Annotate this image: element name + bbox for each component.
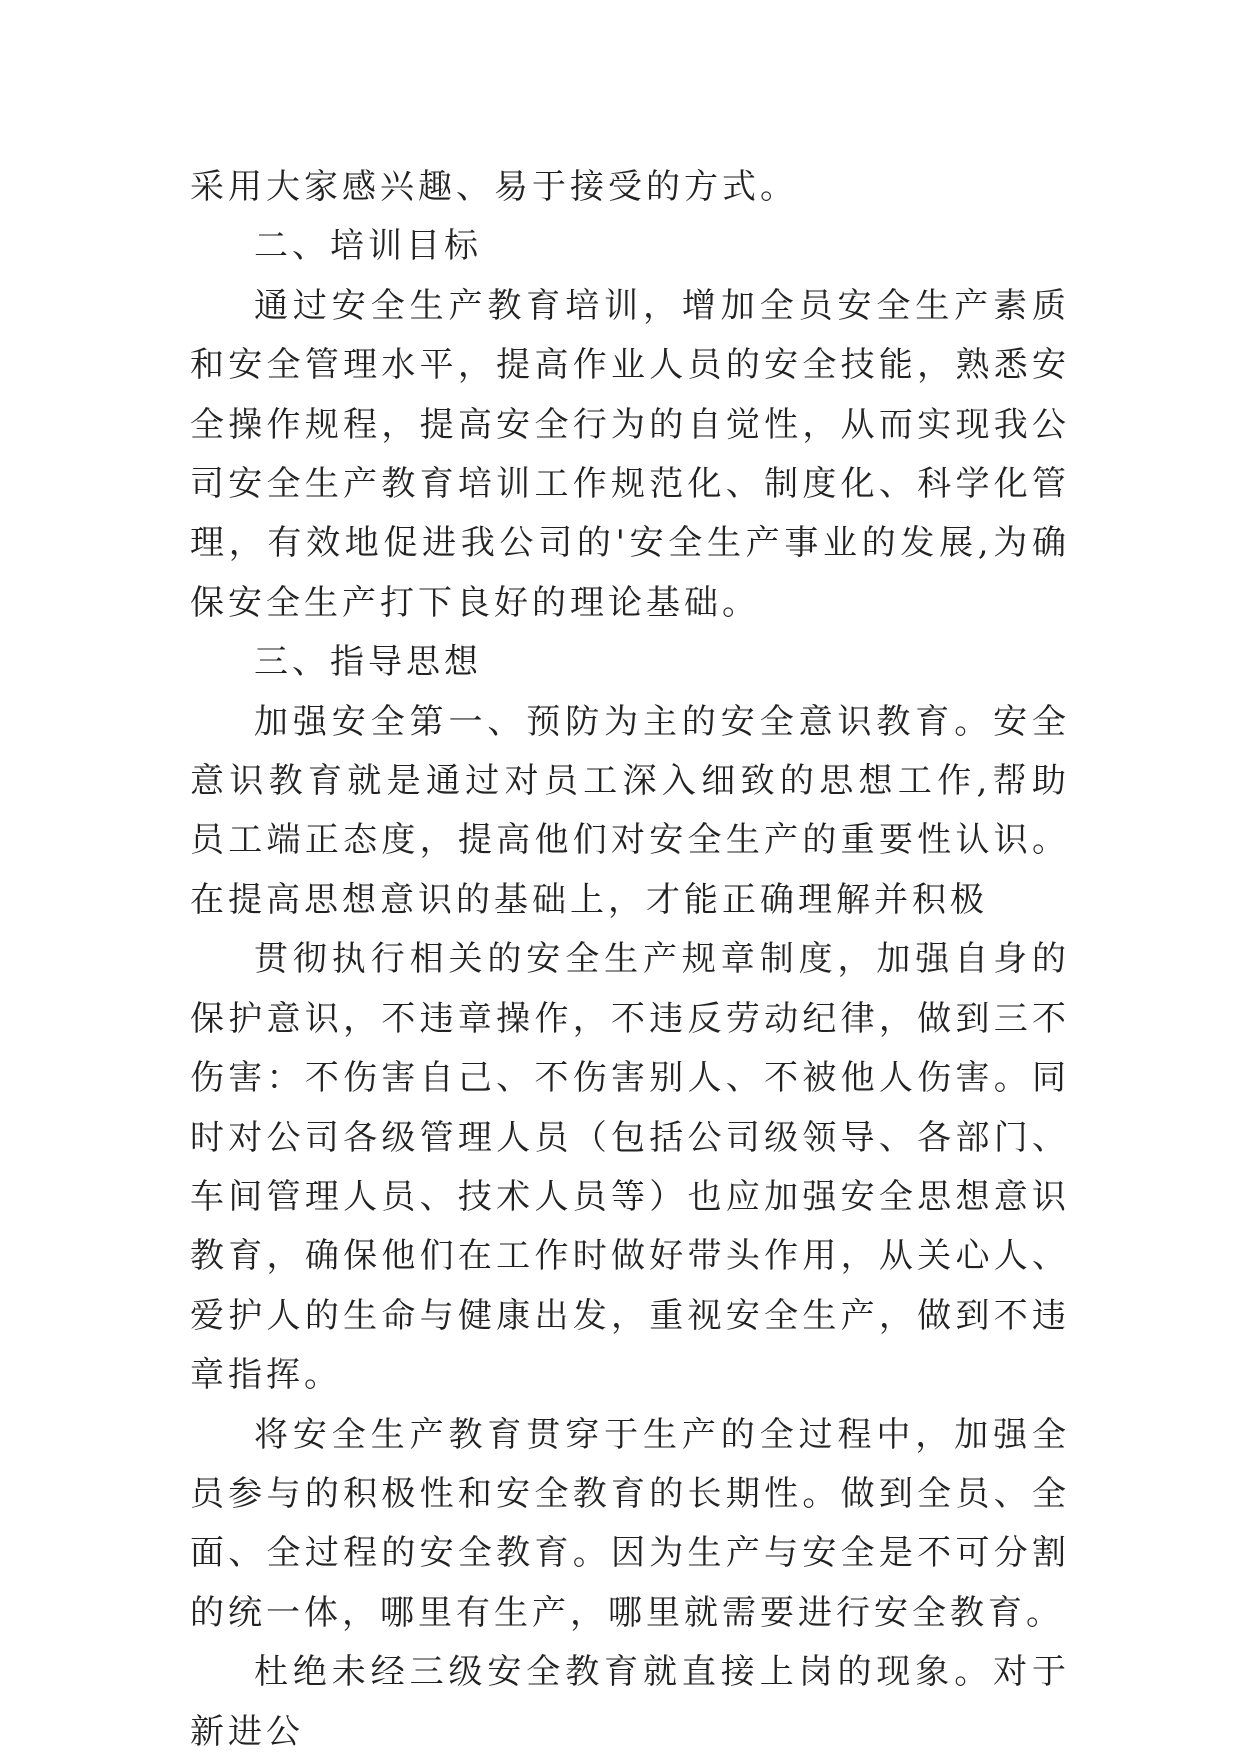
heading-guiding-principle: 三、指导思想: [254, 642, 482, 683]
document-body: [190, 158, 1070, 1762]
paragraph-safety-awareness: 加强安全第一、预防为主的安全意识教育。安全意识教育就是通过对员工深入细致的思想工作,帮助员工端正态度，提高他们对安全生产的重要性认识。在提高思想意识的基础上，才能正确理解并积极: [190, 701, 1070, 920]
paragraph-training-goals: 通过安全生产教育培训，增加全员安全生产素质和安全管理水平，提高作业人员的安全技能，熟悉安全操作规程，提高安全行为的自觉性，从而实现我公司安全生产教育培训工作规范化、制度化、科学化管理，有效地促进我公司的'安全生产事业的发展,为确保安全生产打下良好的理论基础。: [190, 285, 1070, 623]
paragraph-training-method: 采用大家感兴趣、易于接受的方式。: [190, 167, 798, 207]
paragraph-whole-process: 将安全生产教育贯穿于生产的全过程中，加强全员参与的积极性和安全教育的长期性。做到全员、全面、全过程的安全教育。因为生产与安全是不可分割的统一体，哪里有生产，哪里就需要进行安全教育。: [190, 1414, 1070, 1633]
paragraph-three-level-education: 杜绝未经三级安全教育就直接上岗的现象。对于新进公: [190, 1652, 1070, 1752]
heading-training-goals: 二、培训目标: [254, 226, 482, 267]
paragraph-implement-rules: 贯彻执行相关的安全生产规章制度，加强自身的保护意识，不违章操作，不违反劳动纪律，做到三不伤害：不伤害自己、不伤害别人、不被他人伤害。同时对公司各级管理人员（包括公司级领导、各部门、车间管理人员、技术人员等）也应加强安全思想意识教育，确保他们在工作时做好带头作用，从关心人、爱护人的生命与健康出发，重视安全生产，做到不违章指挥。: [190, 939, 1070, 1396]
